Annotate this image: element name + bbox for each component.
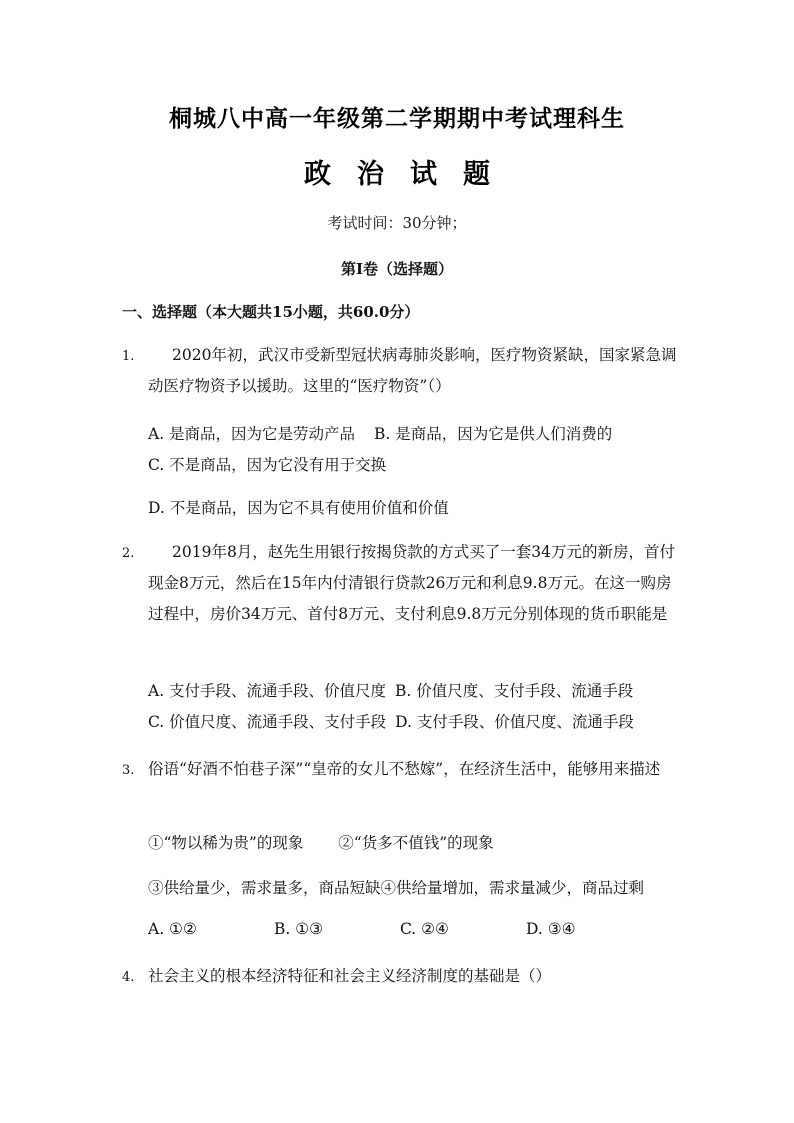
question-text: 俗语“好酒不怕巷子深”“皇帝的女儿不愁嫁”，在经济生活中，能够用来描述 xyxy=(148,760,661,778)
statement-4: ④供给量增加，需求量减少，商品过剩 xyxy=(380,879,645,897)
question-number: 4. xyxy=(122,970,135,985)
question-text-content: 2019年8月，赵先生用银行按揭贷款的方式买了一套34万元的新房，首付现金8万元，然后在15年内付清银行贷款26万元和利息9.8万元。在这一购房过程中，房价34万元、首付8万元、支付利息9.8万元分别体现的货币职能是 xyxy=(148,543,676,623)
statement-row xyxy=(148,876,644,898)
option-c[interactable]: C. ②④ xyxy=(400,920,449,938)
question-number: 2. xyxy=(122,546,135,561)
question-number: 3. xyxy=(122,763,135,778)
statement-2: ②“货多不值钱”的现象 xyxy=(338,834,494,852)
option-b[interactable]: B. ①③ xyxy=(274,920,324,938)
option-row xyxy=(148,679,633,701)
option-a[interactable]: A. 支付手段、流通手段、价值尺度 xyxy=(148,682,387,700)
subject-title: 政治试题 xyxy=(304,159,516,190)
option-a[interactable]: A. ①② xyxy=(148,920,197,938)
school-title: 桐城八中高一年级第二学期期中考试理科生 xyxy=(169,105,625,132)
part-header: 一、选择题（本大题共15小题，共60.0分） xyxy=(122,303,420,321)
option-d[interactable]: D. 不是商品，因为它不具有使用价值和价值 xyxy=(148,499,449,517)
question-text-content: 2020年初，武汉市受新型冠状病毒肺炎影响，医疗物资紧缺，国家紧急调动医疗物资予以援助。这里的“医疗物资”（） xyxy=(148,346,677,395)
option-a[interactable]: A. 是商品，因为它是劳动产品 xyxy=(148,425,356,443)
option-b[interactable]: B. 是商品，因为它是供人们消费的 xyxy=(374,425,613,443)
question-text xyxy=(148,340,678,402)
option-d[interactable]: D. ③④ xyxy=(526,920,576,938)
exam-time: 考试时间：30分钟； xyxy=(327,214,467,232)
option-c[interactable]: C. 价值尺度、流通手段、支付手段 xyxy=(148,713,387,731)
section-title: 第I卷（选择题） xyxy=(340,260,454,278)
option-d[interactable]: D. 支付手段、价值尺度、流通手段 xyxy=(395,713,634,731)
option-b[interactable]: B. 价值尺度、支付手段、流通手段 xyxy=(395,682,634,700)
option-row xyxy=(148,422,612,444)
question-text xyxy=(148,537,678,630)
statement-3: ③供给量少，需求量多，商品短缺 xyxy=(148,879,381,897)
option-row xyxy=(148,920,576,938)
question-number: 1. xyxy=(122,349,135,364)
statement-1: ①“物以稀为贵”的现象 xyxy=(148,834,304,852)
option-c[interactable]: C. 不是商品，因为它没有用于交换 xyxy=(148,456,387,474)
question-text: 社会主义的根本经济特征和社会主义经济制度的基础是（） xyxy=(148,967,552,985)
statement-row xyxy=(148,831,494,853)
option-row xyxy=(148,710,634,732)
